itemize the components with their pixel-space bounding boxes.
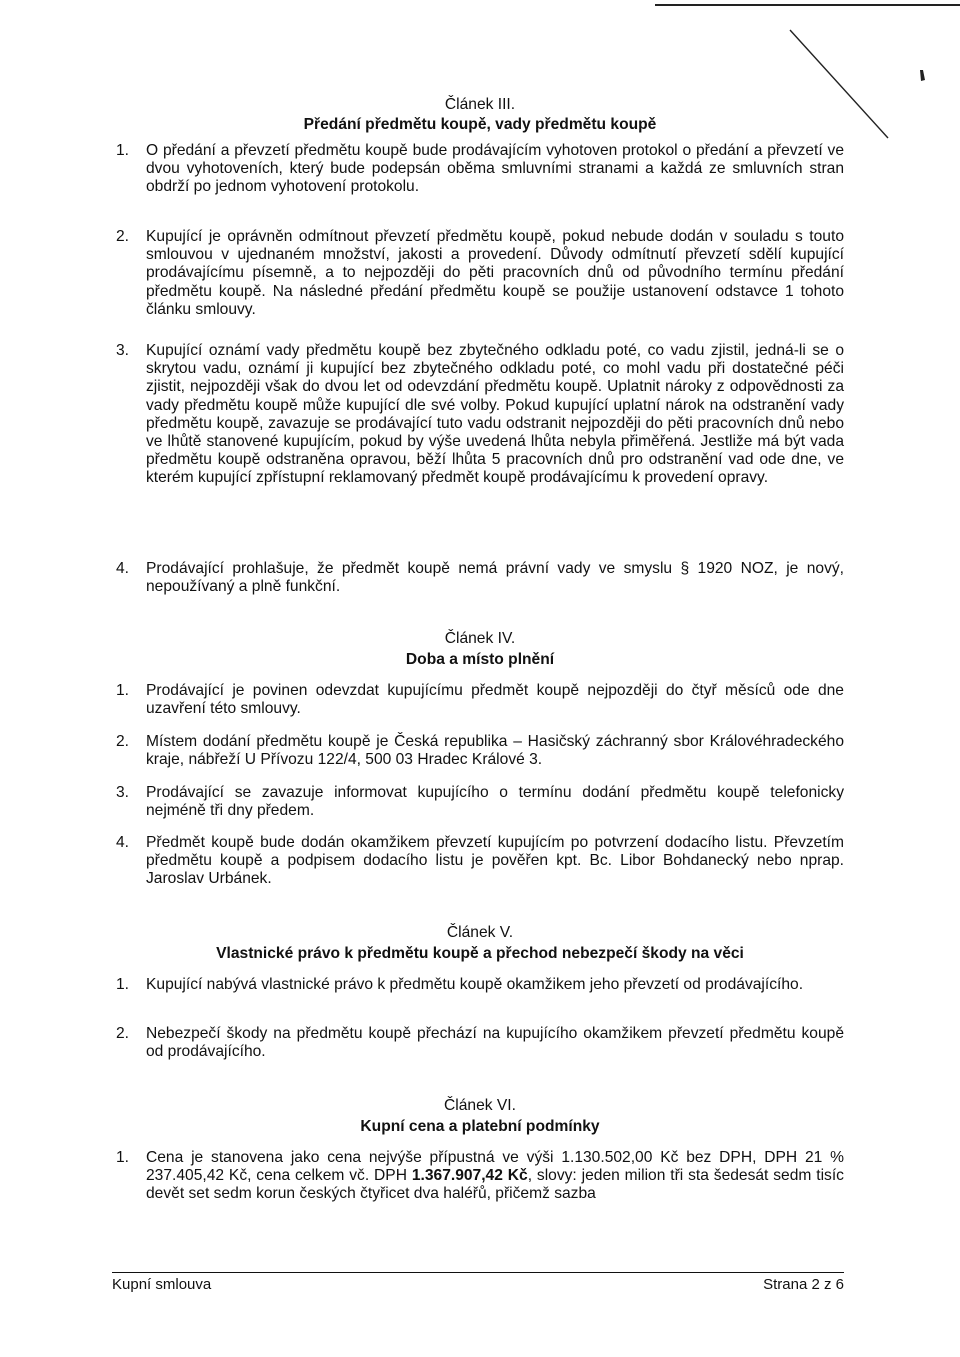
footer-document-name: Kupní smlouva xyxy=(112,1276,212,1293)
scan-corner-mark xyxy=(760,20,960,160)
article-4-title: Doba a místo plnění xyxy=(405,651,555,668)
article-3-title: Předání předmětu koupě, vady předmětu koupě xyxy=(303,116,657,133)
article-6-number: Článek VI. xyxy=(444,1097,516,1114)
footer-rule xyxy=(112,1272,844,1273)
article-3-number: Článek III. xyxy=(444,96,516,113)
footer-page-number: Strana 2 z 6 xyxy=(763,1276,844,1293)
price-clause: Cena je stanovena jako cena nejvýše přípustná ve výši 1.130.502,00 Kč bez DPH, DPH 21 % 237.405,42 Kč, cena celkem vč. DPH 1.367.907,42 Kč, slovy: jeden milion tři sta šedesát sedm tisíc devět set sedm korun českých čtyřicet dva haléřů, přičemž sazba xyxy=(146,1149,844,1203)
document-page: Článek III. Předání předmětu koupě, vady předmětu koupě 1. O předání a převzetí předmětu koupě bude prodávajícím vyhotoven protokol o předání a převzetí ve dvou vyhotoveních, který bude podepsán oběma smluvními stranami a každá ze smluvních stran obdrží po jednom vyhotovení protokolu. 2. Kupující je oprávněn odmítnout převzetí předmětu koupě, pokud nebude dodán v souladu s touto smlouvou v ujednaném množství, jakosti a provedení. Důvody odmítnutí převzetí sdělí kupující prodávajícímu písemně, a to nejpozději do pěti pracovních dnů od původního termínu předání předmětu koupě. Na následné předání předmětu koupě se použije ustanovení odstavce 1 tohoto článku smlouvy. 3. Kupující oznámí vady předmětu koupě bez zbytečného odkladu poté, co vadu zjistil, jedná-li se o skrytou vadu, oznámí ji kupující bez zbytečného odkladu poté, co mohl vadu při dostatečné péči zjistit, nejpozději však do dvou let od odevzdání předmětu koupě. Uplatnit nároky z odpovědnosti za vady předmětu koupě může kupující dle své volby. Pokud kupující uplatní nárok na odstranění vady předmětu koupě, zavazuje se prodávající tuto vadu odstranit nejpozději do pěti pracovních dnů nebo ve lhůtě stanovené kupujícím, pokud by výše uvedená lhůta nebyla přiměřená. Jestliže má být vada předmětu koupě odstraněna opravou, běží lhůta 5 pracovních dnů pro odstranění vad ode dne, ve kterém kupující zpřístupní reklamovaný předmět koupě prodávajícímu k provedení opravy. 4. Prodávající prohlašuje, že předmět koupě nemá právní vady ve smyslu § 1920 NOZ, je nový, nepoužívaný a plně funkční. Článek IV. Doba a místo plnění 1. Prodávající je povinen odevzdat kupujícímu předmět koupě nejpozději do čtyř měsíců ode dne uzavření této smlouvy. 2. Místem dodání předmětu koupě je Česká republika – Hasičský záchranný sbor Královéhradeckého kraje, nábřeží U Přívozu 122/4, 500 03 Hradec Králové 3. 3. Prodávající se zavazuje informovat kupujícího o termínu dodání předmětu koupě telefonicky nejméně tři dny předem. 4. Předmět koupě bude dodán okamžikem převzetí kupujícím po potvrzení dodacího listu. Převzetím předmětu koupě a podpisem dodacího listu je pověřen kpt. Bc. Libor Bohdanecký nebo nprap. Jaroslav Urbánek. Článek V. Vlastnické právo k předmětu koupě a přechod nebezpečí škody na věci 1. Kupující nabývá vlastnické právo k předmětu koupě okamžikem jeho převzetí od prodávajícího. 2. Nebezpečí škody na předmětu koupě přechází na kupujícího okamžikem převzetí předmětu koupě od prodávajícího. Článek VI. Kupní cena a platební podmínky 1. Cena je stanovena jako cena nejvýše přípustná ve výši 1.130.502,00 Kč bez DPH, DPH 21 % 237.405,42 Kč, cena celkem vč. DPH 1.367.907,42 Kč, slovy: jeden milion tři sta šedesát sedm tisíc devět set sedm korun českých čtyřicet dva haléřů, přičemž sazba Kupní smlouva Strana 2 z 6 xyxy=(0,0,960,1357)
article-5-number: Článek V. xyxy=(446,924,514,941)
article-4-number: Článek IV. xyxy=(444,630,516,647)
scan-edge-line xyxy=(655,4,960,6)
article-6-title: Kupní cena a platební podmínky xyxy=(360,1118,600,1135)
article-5-title: Vlastnické právo k předmětu koupě a přechod nebezpečí škody na věci xyxy=(216,945,744,962)
total-price: 1.367.907,42 Kč xyxy=(411,1167,528,1185)
